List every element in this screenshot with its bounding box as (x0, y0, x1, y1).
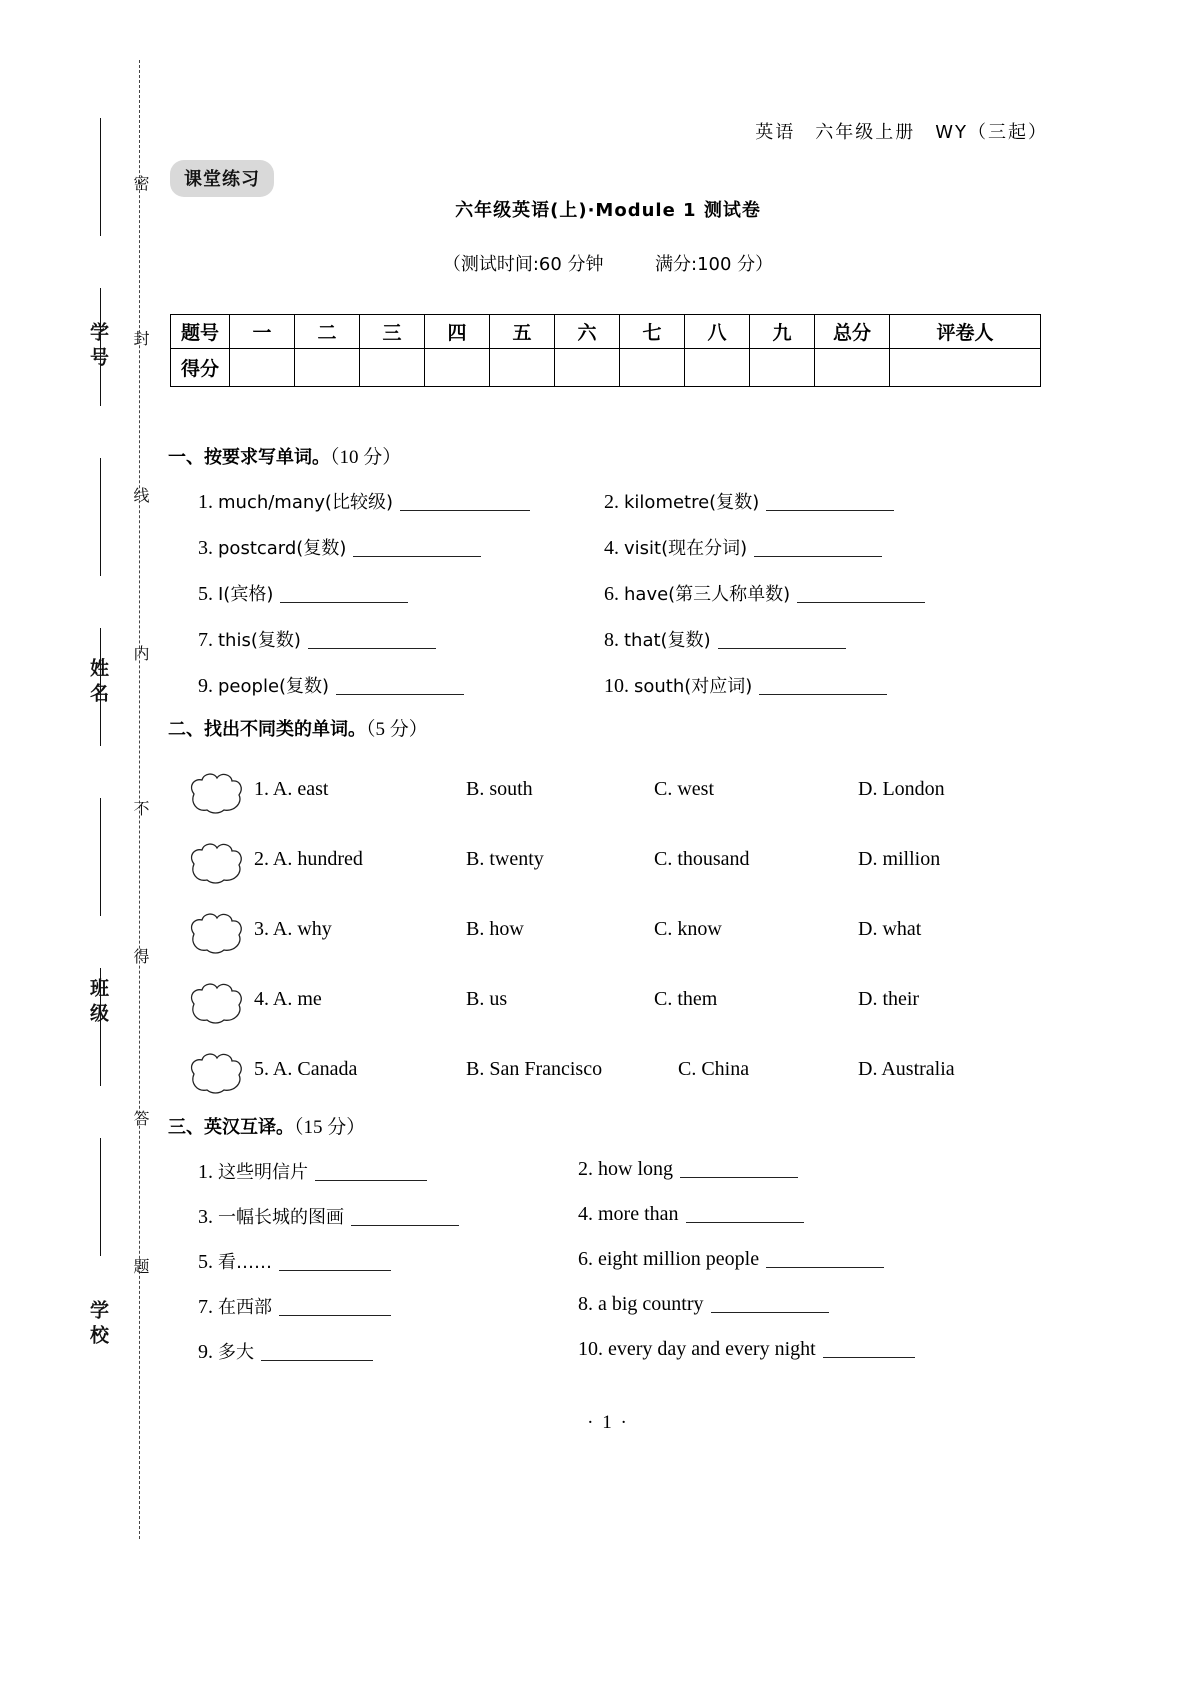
section-2-points: （5 分） (366, 719, 428, 740)
score-col-7: 七 (620, 315, 685, 349)
mc-2-option-b[interactable]: B. twenty (466, 848, 544, 870)
mc-5-number: 5. (254, 1058, 269, 1080)
mc-3-option-d[interactable]: D. what (858, 918, 922, 940)
seal-char-5: 得 (131, 948, 148, 964)
q1-6 (604, 580, 925, 606)
cloud-marker-icon[interactable] (186, 910, 248, 954)
q3-7-number: 7. (198, 1296, 213, 1318)
score-cell-total[interactable] (815, 349, 890, 387)
score-table (170, 314, 1041, 387)
mc-1-option-a[interactable] (254, 778, 328, 801)
q3-10-number: 10. (578, 1338, 603, 1360)
q1-10-answer-blank[interactable] (759, 694, 887, 695)
q1-3-text: postcard(复数) (218, 538, 347, 559)
field-label-student-id: 学号 (87, 322, 108, 372)
table-row-header (171, 315, 1041, 349)
seal-char-3: 内 (131, 645, 148, 661)
mc-row-4 (186, 978, 1046, 1034)
q1-4 (604, 534, 882, 560)
q1-1-number: 1. (198, 491, 213, 513)
q1-6-text: have(第三人称单数) (624, 584, 791, 605)
score-col-total: 总分 (815, 315, 890, 349)
q3-2-answer-blank[interactable] (680, 1177, 798, 1178)
mc-1-a-label: A. east (272, 778, 329, 800)
q1-10 (604, 672, 887, 698)
score-col-3: 三 (360, 315, 425, 349)
seal-char-0: 密 (131, 175, 148, 191)
seal-rule-7 (100, 1138, 101, 1256)
q3-3-number: 3. (198, 1206, 213, 1228)
exam-duration: （测试时间:60 分钟 (442, 254, 604, 275)
mc-1-option-d[interactable]: D. London (858, 778, 945, 800)
q3-2-number: 2. (578, 1158, 593, 1180)
score-cell-3[interactable] (360, 349, 425, 387)
q1-5-answer-blank[interactable] (280, 602, 408, 603)
mc-3-option-a[interactable] (254, 918, 332, 941)
q1-2 (604, 488, 894, 514)
mc-1-option-c[interactable]: C. west (654, 778, 714, 800)
q3-8-text: a big country (598, 1293, 704, 1315)
q1-9-number: 9. (198, 675, 213, 697)
score-col-4: 四 (425, 315, 490, 349)
q1-1 (198, 488, 530, 514)
mc-3-option-b[interactable]: B. how (466, 918, 524, 940)
mc-5-a-label: A. Canada (272, 1058, 358, 1080)
q1-9-answer-blank[interactable] (336, 694, 464, 695)
q3-2 (578, 1158, 798, 1181)
mc-4-a-label: A. me (272, 988, 322, 1010)
score-cell-5[interactable] (490, 349, 555, 387)
mc-2-a-label: A. hundred (272, 848, 363, 870)
q3-6-text: eight million people (598, 1248, 760, 1270)
q3-3 (198, 1203, 459, 1229)
q3-2-text: how long (598, 1158, 673, 1180)
mc-4-number: 4. (254, 988, 269, 1010)
q3-7-text: 在西部 (218, 1297, 272, 1318)
q3-6 (578, 1248, 884, 1271)
q1-2-number: 2. (604, 491, 619, 513)
cloud-marker-icon[interactable] (186, 1050, 248, 1094)
q3-4 (578, 1203, 804, 1226)
exam-meta (168, 250, 1048, 276)
q3-3-text: 一幅长城的图画 (218, 1207, 344, 1228)
q3-5-answer-blank[interactable] (279, 1270, 391, 1271)
exam-full-score: 满分:100 分） (655, 254, 774, 275)
q3-10-text: every day and every night (608, 1338, 816, 1360)
seal-char-1: 封 (131, 330, 148, 346)
q1-7-answer-blank[interactable] (308, 648, 436, 649)
q3-8-number: 8. (578, 1293, 593, 1315)
q1-10-text: south(对应词) (634, 676, 753, 697)
mc-row-2 (186, 838, 1046, 894)
seal-rule-1 (100, 118, 101, 236)
score-table-row-label: 题号 (171, 315, 230, 349)
cloud-marker-icon[interactable] (186, 980, 248, 1024)
score-cell-6[interactable] (555, 349, 620, 387)
mc-2-option-d[interactable]: D. million (858, 848, 941, 870)
q1-6-answer-blank[interactable] (797, 602, 925, 603)
q1-8 (604, 626, 846, 652)
score-col-reviewer: 评卷人 (890, 315, 1041, 349)
score-cell-1[interactable] (230, 349, 295, 387)
q3-4-answer-blank[interactable] (686, 1222, 804, 1223)
q3-7-answer-blank[interactable] (279, 1315, 391, 1316)
seal-char-7: 题 (131, 1258, 148, 1274)
mc-4-option-c[interactable]: C. them (654, 988, 718, 1010)
q3-5-text: 看…… (218, 1252, 272, 1273)
q1-5-text: I(宾格) (218, 584, 274, 605)
q1-9 (198, 672, 464, 698)
table-row-scores (171, 349, 1041, 387)
score-col-5: 五 (490, 315, 555, 349)
seal-char-4: 不 (131, 800, 148, 816)
q1-3-number: 3. (198, 537, 213, 559)
q1-6-number: 6. (604, 583, 619, 605)
q1-7 (198, 626, 436, 652)
cloud-marker-icon[interactable] (186, 840, 248, 884)
mc-3-option-c[interactable]: C. know (654, 918, 722, 940)
mc-row-1 (186, 768, 1046, 824)
q3-8 (578, 1293, 829, 1316)
q1-5 (198, 580, 408, 606)
score-cell-7[interactable] (620, 349, 685, 387)
mc-5-option-d[interactable]: D. Australia (858, 1058, 955, 1080)
section-2-title: 二、找出不同类的单词。 (168, 719, 366, 740)
q1-4-answer-blank[interactable] (754, 556, 882, 557)
field-label-school: 学校 (87, 1300, 108, 1350)
mc-5-option-a[interactable] (254, 1058, 357, 1081)
q3-6-answer-blank[interactable] (766, 1267, 884, 1268)
score-cell-8[interactable] (685, 349, 750, 387)
section-1-title: 一、按要求写单词。 (168, 447, 330, 468)
section-3-points: （15 分） (294, 1117, 366, 1138)
mc-2-number: 2. (254, 848, 269, 870)
q1-9-text: people(复数) (218, 676, 330, 697)
q1-2-answer-blank[interactable] (766, 510, 894, 511)
score-col-2: 二 (295, 315, 360, 349)
page-number: · 1 · (587, 1412, 629, 1433)
score-col-1: 一 (230, 315, 295, 349)
mc-1-number: 1. (254, 778, 269, 800)
field-label-class: 班级 (87, 978, 108, 1028)
score-cell-9[interactable] (750, 349, 815, 387)
q1-10-number: 10. (604, 675, 629, 697)
q3-8-answer-blank[interactable] (711, 1312, 829, 1313)
q1-8-answer-blank[interactable] (718, 648, 846, 649)
score-col-9: 九 (750, 315, 815, 349)
section-heading-2 (168, 714, 428, 741)
q3-1 (198, 1158, 427, 1184)
q3-9-text: 多大 (218, 1342, 254, 1363)
q3-4-number: 4. (578, 1203, 593, 1225)
q3-1-answer-blank[interactable] (315, 1180, 427, 1181)
mc-row-5 (186, 1048, 1046, 1104)
badge-classroom-practice: 课堂练习 (170, 160, 274, 197)
mc-4-option-a[interactable] (254, 988, 322, 1011)
q3-4-text: more than (598, 1203, 679, 1225)
q3-5-number: 5. (198, 1251, 213, 1273)
q1-1-text: much/many(比较级) (218, 492, 393, 513)
q1-3 (198, 534, 481, 560)
score-table-row-label-2: 得分 (171, 349, 230, 387)
score-cell-4[interactable] (425, 349, 490, 387)
q3-5 (198, 1248, 391, 1274)
q3-6-number: 6. (578, 1248, 593, 1270)
q1-1-answer-blank[interactable] (400, 510, 530, 511)
q3-10 (578, 1338, 915, 1361)
q1-7-text: this(复数) (218, 630, 301, 651)
q3-10-answer-blank[interactable] (823, 1357, 915, 1358)
score-cell-reviewer[interactable] (890, 349, 1041, 387)
mc-3-number: 3. (254, 918, 269, 940)
seal-rule-5 (100, 798, 101, 916)
mc-1-option-b[interactable]: B. south (466, 778, 533, 800)
page-title: 六年级英语(上)·Module 1 测试卷 (455, 200, 761, 221)
section-3-title: 三、英汉互译。 (168, 1117, 294, 1138)
section-heading-3 (168, 1112, 365, 1139)
mc-2-option-c[interactable]: C. thousand (654, 848, 750, 870)
exam-page (168, 0, 1048, 1684)
q1-8-text: that(复数) (624, 630, 711, 651)
q3-9-number: 9. (198, 1341, 213, 1363)
mc-2-option-a[interactable] (254, 848, 363, 871)
q3-9-answer-blank[interactable] (261, 1360, 373, 1361)
seal-char-2: 线 (131, 487, 148, 503)
mc-3-a-label: A. why (272, 918, 332, 940)
mc-5-option-b[interactable]: B. San Francisco (466, 1058, 603, 1080)
mc-4-option-d[interactable]: D. their (858, 988, 920, 1010)
q3-7 (198, 1293, 391, 1319)
cloud-marker-icon[interactable] (186, 770, 248, 814)
mc-5-option-c[interactable]: C. China (678, 1058, 750, 1080)
q1-3-answer-blank[interactable] (353, 556, 481, 557)
q1-5-number: 5. (198, 583, 213, 605)
q1-7-number: 7. (198, 629, 213, 651)
q1-4-number: 4. (604, 537, 619, 559)
section-heading-1 (168, 442, 401, 469)
seal-rule-3 (100, 458, 101, 576)
score-col-6: 六 (555, 315, 620, 349)
q3-1-number: 1. (198, 1161, 213, 1183)
score-cell-2[interactable] (295, 349, 360, 387)
q3-1-text: 这些明信片 (218, 1162, 308, 1183)
seal-char-6: 答 (131, 1110, 148, 1126)
q3-3-answer-blank[interactable] (351, 1225, 459, 1226)
field-label-name: 姓名 (87, 658, 108, 708)
q1-4-text: visit(现在分词) (624, 538, 748, 559)
page-header-subject: 英语 六年级上册 WY（三起） (755, 122, 1048, 143)
section-1-points: （10 分） (330, 447, 402, 468)
q3-9 (198, 1338, 373, 1364)
q1-8-number: 8. (604, 629, 619, 651)
q1-2-text: kilometre(复数) (624, 492, 760, 513)
mc-row-3 (186, 908, 1046, 964)
score-col-8: 八 (685, 315, 750, 349)
mc-4-option-b[interactable]: B. us (466, 988, 508, 1010)
